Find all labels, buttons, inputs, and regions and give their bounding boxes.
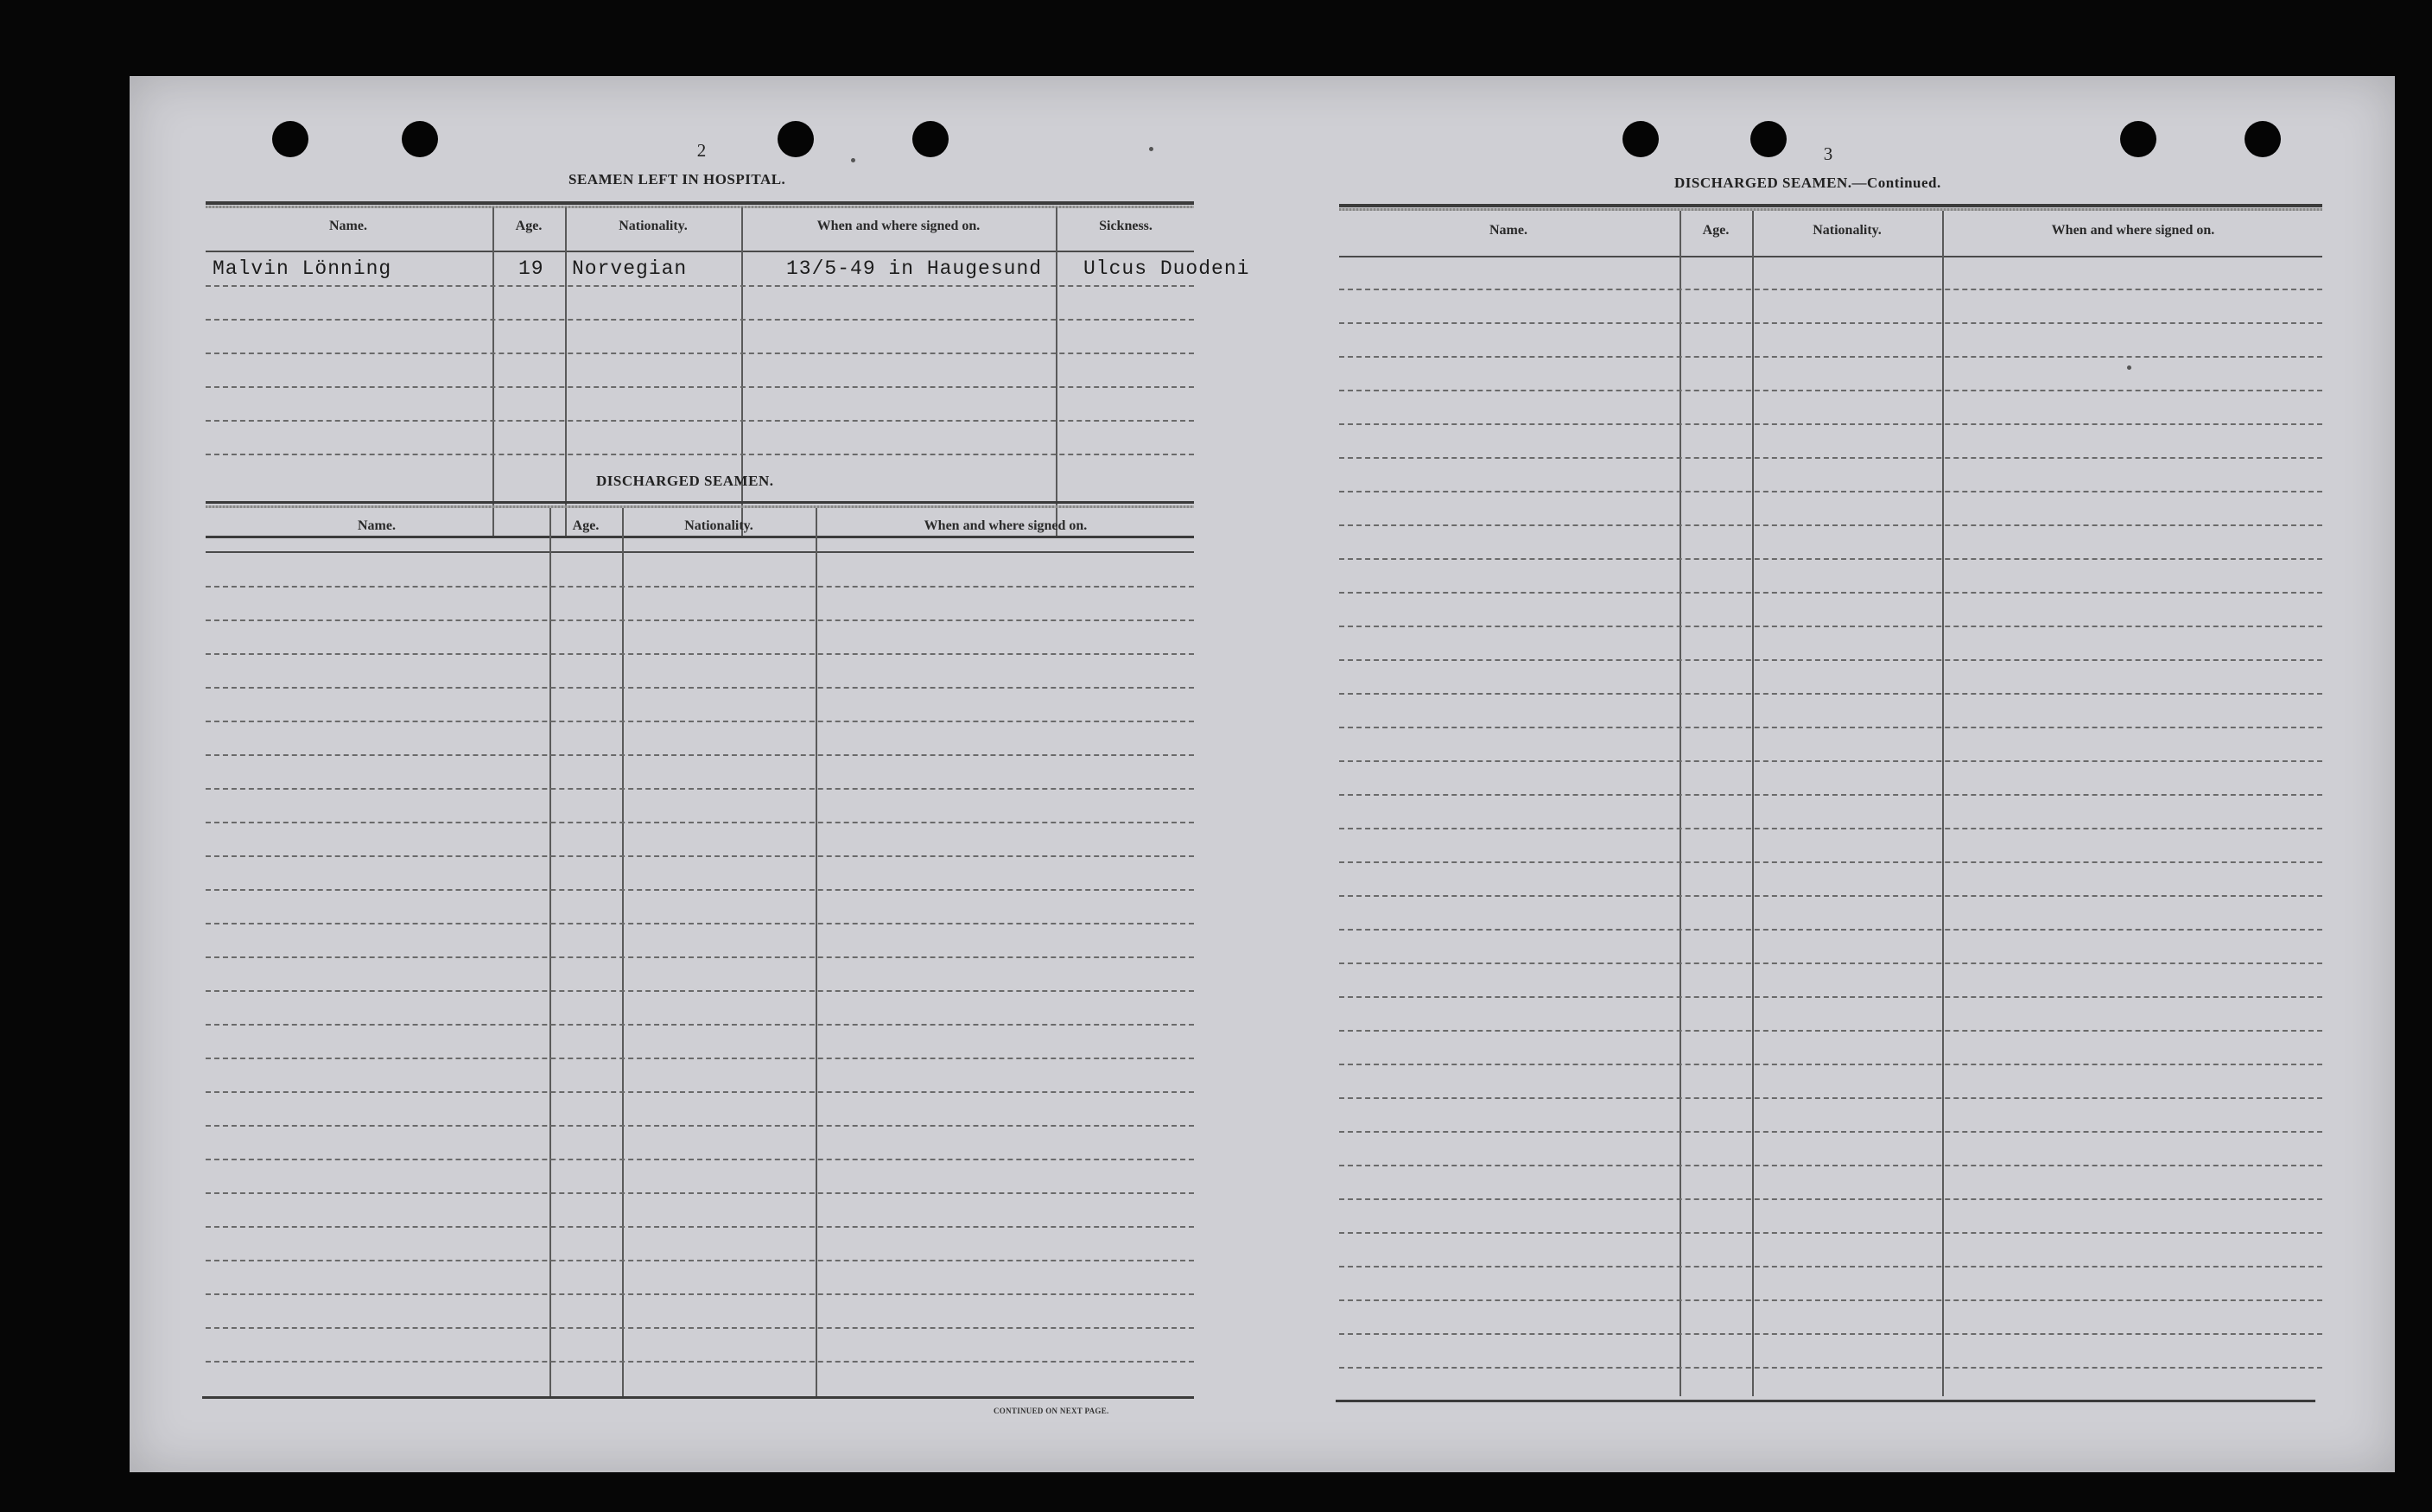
punch-hole: [1750, 121, 1787, 157]
punch-hole: [778, 121, 814, 157]
discharged-header-rule: [206, 551, 1194, 553]
ruled-line: [1339, 1131, 2322, 1133]
ruled-line: [1339, 895, 2322, 897]
punch-hole: [1622, 121, 1659, 157]
hospital-header-rule: [206, 251, 1194, 252]
ruled-line: [1339, 929, 2322, 931]
ruled-line: [206, 420, 1194, 422]
ruled-line: [206, 956, 1194, 958]
ruled-line: [1339, 322, 2322, 324]
ruled-line: [1339, 423, 2322, 425]
ruled-line: [206, 687, 1194, 689]
hospital-top-rule: [206, 201, 1194, 205]
discharged-top-rule: [206, 501, 1194, 504]
ruled-line: [1339, 1097, 2322, 1099]
ruled-line: [206, 1293, 1194, 1295]
ruled-line: [1339, 356, 2322, 358]
punch-hole: [2245, 121, 2281, 157]
ruled-line: [1339, 1333, 2322, 1335]
ruled-line: [1339, 491, 2322, 492]
ruled-line: [206, 353, 1194, 354]
hospital-col-age: Age.: [515, 219, 543, 233]
ruled-line: [1339, 1266, 2322, 1267]
hospital-col-name: Name.: [329, 219, 367, 233]
hospital-col-divider: [492, 207, 494, 536]
discharged-section-title: DISCHARGED SEAMEN.: [596, 473, 774, 489]
right-header-rule: [1339, 256, 2322, 257]
hospital-col-signed-on: When and where signed on.: [816, 219, 981, 233]
right-top-rule: [1339, 204, 2322, 207]
punch-hole: [2120, 121, 2156, 157]
ruled-line: [206, 285, 1194, 287]
ruled-line: [1339, 861, 2322, 863]
ruled-line: [206, 822, 1194, 823]
ruled-line: [206, 889, 1194, 891]
ruled-line: [1339, 1165, 2322, 1166]
ruled-line: [1339, 1064, 2322, 1065]
hospital-entry-sickness: Ulcus Duodeni: [1083, 257, 1250, 280]
ruled-line: [206, 1192, 1194, 1194]
continued-note: CONTINUED ON NEXT PAGE.: [994, 1407, 1109, 1415]
right-col-divider: [1942, 211, 1944, 1396]
hospital-entry-nationality: Norvegian: [572, 257, 688, 280]
ruled-line: [1339, 524, 2322, 526]
ruled-line: [1339, 996, 2322, 998]
hospital-entry-signed-on: 13/5-49 in Haugesund: [786, 257, 1043, 280]
ruled-line: [206, 1091, 1194, 1093]
ruled-line: [206, 1024, 1194, 1026]
hospital-top-rule-shade: [206, 206, 1194, 208]
ruled-line: [206, 1361, 1194, 1363]
page-number-right: 3: [1823, 143, 1833, 164]
ruled-line: [206, 619, 1194, 621]
ruled-line: [206, 1125, 1194, 1127]
ruled-line: [1339, 828, 2322, 829]
ruled-line: [206, 386, 1194, 388]
ruled-line: [206, 1327, 1194, 1329]
ruled-line: [1339, 390, 2322, 391]
ruled-line: [206, 1226, 1194, 1228]
hospital-col-divider: [565, 207, 567, 536]
ruled-line: [1339, 760, 2322, 762]
punch-hole: [272, 121, 308, 157]
ruled-line: [206, 788, 1194, 790]
right-bottom-rule: [1336, 1400, 2315, 1402]
discharged-col-age: Age.: [572, 518, 600, 533]
ruled-line: [206, 990, 1194, 992]
right-col-age: Age.: [1702, 223, 1730, 238]
manifest-sheet: [130, 76, 2395, 1472]
ruled-line: [206, 1058, 1194, 1059]
ruled-line: [1339, 626, 2322, 627]
hospital-col-divider: [1056, 207, 1057, 536]
right-col-divider: [1752, 211, 1754, 1396]
ruled-line: [206, 923, 1194, 924]
right-section-title: DISCHARGED SEAMEN.—Continued.: [1674, 175, 1941, 191]
right-col-signed-on: When and where signed on.: [2051, 223, 2215, 238]
ruled-line: [1339, 1232, 2322, 1234]
punch-hole: [402, 121, 438, 157]
hospital-col-sickness: Sickness.: [1099, 219, 1153, 233]
speck: [2127, 365, 2131, 370]
discharged-col-divider: [622, 508, 624, 1396]
discharged-col-divider: [549, 508, 551, 1396]
ruled-line: [206, 586, 1194, 588]
ruled-line: [206, 1159, 1194, 1160]
speck: [1149, 147, 1153, 151]
ruled-line: [1339, 558, 2322, 560]
hospital-col-nationality: Nationality.: [619, 219, 688, 233]
discharged-col-nationality: Nationality.: [684, 518, 753, 533]
hospital-section-title: SEAMEN LEFT IN HOSPITAL.: [568, 171, 786, 187]
ruled-line: [1339, 659, 2322, 661]
ruled-line: [206, 754, 1194, 756]
ruled-line: [1339, 727, 2322, 728]
ruled-line: [206, 319, 1194, 321]
ruled-line: [1339, 1367, 2322, 1369]
ruled-line: [1339, 289, 2322, 290]
ruled-line: [1339, 794, 2322, 796]
left-bottom-rule: [202, 1396, 1194, 1399]
ruled-line: [1339, 1030, 2322, 1032]
ruled-line: [1339, 457, 2322, 459]
ruled-line: [1339, 1299, 2322, 1301]
right-top-rule-shade: [1339, 208, 2322, 211]
discharged-col-name: Name.: [358, 518, 396, 533]
discharged-col-divider: [816, 508, 817, 1396]
right-col-name: Name.: [1489, 223, 1527, 238]
ruled-line: [206, 454, 1194, 455]
hospital-entry-age: 19: [518, 257, 544, 280]
ruled-line: [1339, 592, 2322, 594]
ruled-line: [206, 1260, 1194, 1261]
page-number-left: 2: [696, 140, 707, 161]
ruled-line: [1339, 962, 2322, 964]
discharged-col-signed-on: When and where signed on.: [924, 518, 1088, 533]
speck: [851, 158, 855, 162]
discharged-top-rule-shade: [206, 505, 1194, 508]
hospital-entry-name: Malvin Lönning: [213, 257, 392, 280]
ruled-line: [1339, 1198, 2322, 1200]
hospital-bottom-rule: [206, 536, 1194, 538]
right-col-divider: [1680, 211, 1681, 1396]
ruled-line: [206, 653, 1194, 655]
ruled-line: [206, 721, 1194, 722]
ruled-line: [1339, 693, 2322, 695]
right-col-nationality: Nationality.: [1813, 223, 1882, 238]
ruled-line: [206, 855, 1194, 857]
punch-hole: [912, 121, 949, 157]
